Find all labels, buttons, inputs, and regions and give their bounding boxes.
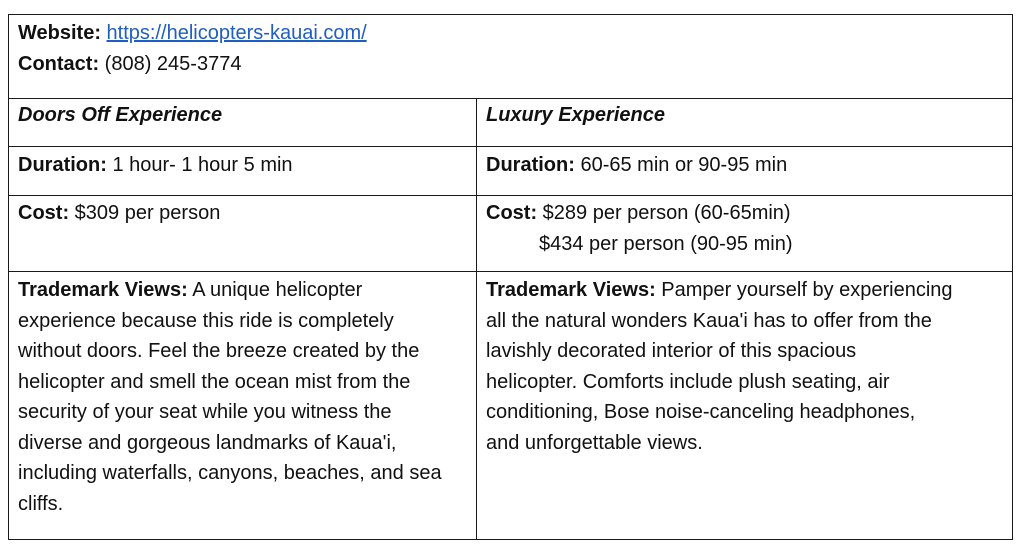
doors-off-views-cell [9,272,477,540]
doors-off-views-text: A unique helicopter [187,279,363,301]
header-row [9,15,1013,99]
luxury-duration-value: 60-65 min or 90-95 min [580,154,788,176]
luxury-cost-cell [477,196,1013,272]
luxury-duration-label: Duration: [486,154,575,176]
doors-off-views-line: security of your seat while you witness the [18,401,392,423]
doors-off-title-cell [9,99,477,147]
luxury-cost-value-1: $289 per person (60-65min) [542,202,791,224]
experience-comparison-table [8,14,1013,540]
doors-off-cost-label: Cost: [18,202,70,224]
website-label: Website: [18,22,101,44]
luxury-views-line: all the natural wonders Kaua'i has to offer from the [486,309,932,332]
contact-line [18,49,1003,80]
doors-off-cost-value: $309 per person [74,202,221,224]
doors-off-views-line: experience because this ride is completely [18,309,394,332]
contact-info-cell [9,15,1013,99]
luxury-views-line-0 [486,275,1003,306]
doors-off-title: Doors Off Experience [18,104,223,126]
doors-off-views-line-0 [18,275,467,306]
luxury-views-line: helicopter. Comforts include plush seating, air [486,370,890,393]
doors-off-views-line: diverse and gorgeous landmarks of Kaua'i, [18,431,397,454]
luxury-cost-label: Cost: [486,202,538,224]
luxury-views-line: and unforgettable views. [486,431,703,454]
website-line [18,18,1003,49]
contact-label: Contact: [18,52,100,75]
contact-phone: (808) 245-3774 [104,52,242,75]
doors-off-duration-label: Duration: [18,154,107,176]
luxury-views-line: lavishly decorated interior of this spacious [486,340,857,362]
luxury-views-text: Pamper yourself by experiencing [655,279,953,301]
luxury-views-cell [477,272,1013,540]
doors-off-views-line: without doors. Feel the breeze created by the [18,340,420,362]
luxury-views-label: Trademark Views: [486,279,656,301]
luxury-title: Luxury Experience [486,104,665,126]
website-link[interactable]: https://helicopters-kauai.com/ [106,22,367,44]
duration-row [9,147,1013,196]
doors-off-views-line: cliffs. [18,492,64,515]
doors-off-views-line: helicopter and smell the ocean mist from the [18,370,411,393]
luxury-cost-value-2: $434 per person (90-95 min) [539,232,793,255]
doors-off-duration-value: 1 hour- 1 hour 5 min [112,154,293,176]
doors-off-duration-cell [9,147,477,196]
title-row [9,99,1013,147]
cost-row [9,196,1013,272]
views-row [9,272,1013,540]
doors-off-views-label: Trademark Views: [18,279,188,301]
luxury-cost-line-1 [486,198,1003,229]
luxury-title-cell [477,99,1013,147]
doors-off-views-line: including waterfalls, canyons, beaches, and sea [18,462,442,484]
luxury-views-line: conditioning, Bose noise-canceling headphones, [486,401,916,423]
doors-off-cost-cell [9,196,477,272]
luxury-duration-cell [477,147,1013,196]
